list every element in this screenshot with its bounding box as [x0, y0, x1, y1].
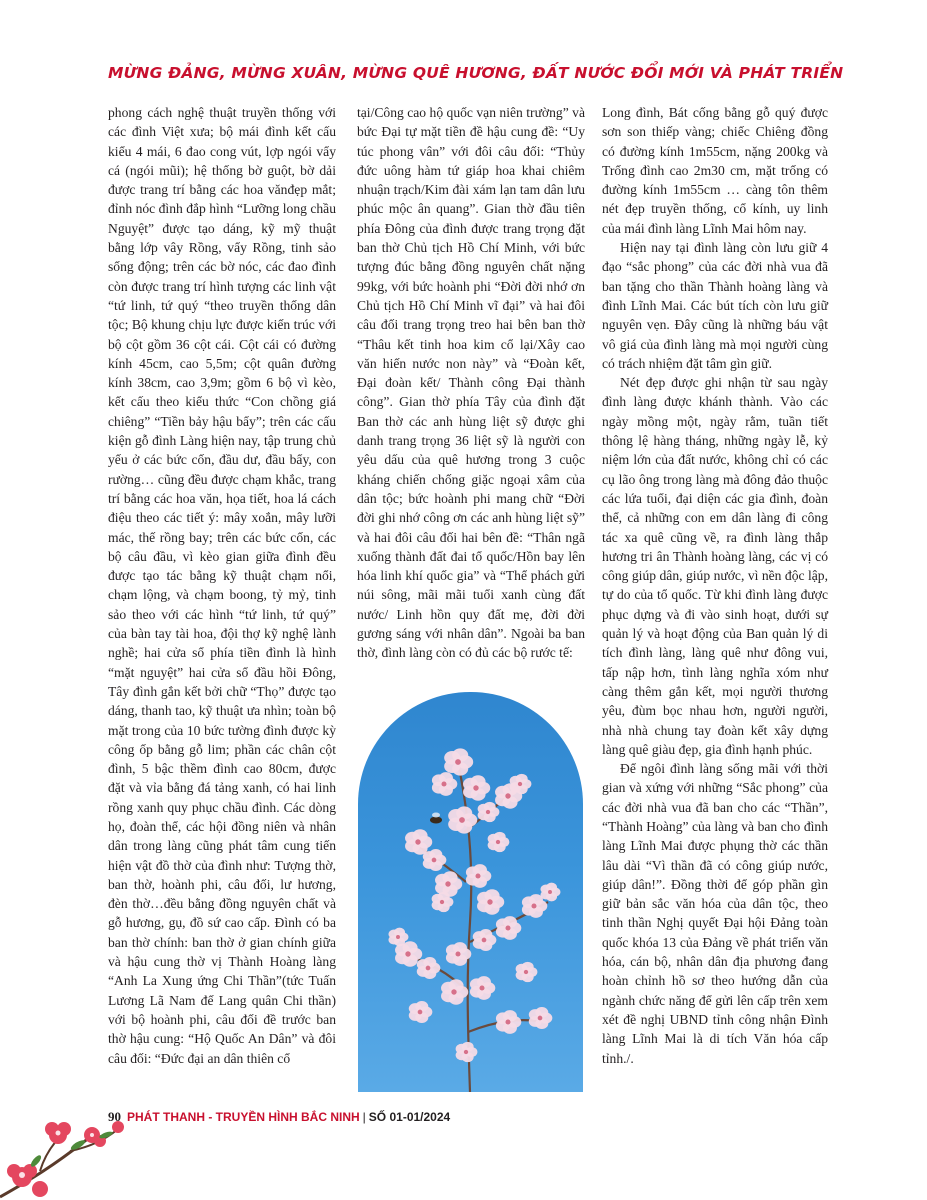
- paragraph: Long đình, Bát cống bằng gỗ quý được sơn son thiếp vàng; chiếc Chiêng đồng có đường kính 1m55cm, nặng 200kg và Trống đình cao 2m30 cm, mặt trống có đường kính 1m55cm … càng tôn thêm nét đẹp truyền thống, cổ kính, uy linh của mái đình làng Lĩnh Mai hôm nay.: [602, 105, 828, 236]
- issue-number: SỐ 01-01/2024: [368, 1110, 451, 1124]
- blossom-flower: [456, 1042, 478, 1062]
- paragraph: Để ngôi đình làng sống mãi với thời gian và xứng với những “Sắc phong” của các đời nhà vua đã ban cho các “Thần”, “Thành Hoàng” của làng và ban cho đình làng Lĩnh Mai được phụng thờ các thần lâu dài “Vì thần đã có công giúp nước, giúp dân!”. Đồng thời để góp phần gìn giữ bản sắc văn hóa của dân tộc, theo tinh thần Nghị quyết Đại hội Đảng toàn quốc khóa 13 của Đảng về phát triển văn hóa, cán bộ, nhân dân địa phương đang hoàn chỉnh hồ sơ theo hướng dẫn của ngành chức năng để gửi lên cấp trên xem xét đề nghị UBND tỉnh công nhận Đình làng Lĩnh Mai là di tích Văn hóa cấp tỉnh./.: [602, 761, 828, 1066]
- paragraph: Nét đẹp được ghi nhận từ sau ngày đình làng được khánh thành. Vào các ngày mồng một, ngày rằm, tuần tiết thông lệ hàng tháng, những ngày lễ, kỷ niệm lớn của đất nước, không chỉ có các cụ lão ông trong làng mà đông đảo thuộc các lứa tuổi, đại diện các gia đình, đoàn thể, cả những con em dân làng đi công tác xa quê cũng về, ra đình làng thắp hương tri ân Thành hoàng làng, các vị có công giúp dân, giúp nước, vì nền độc lập, tự do của tổ quốc. Từ khi đình làng được phục dựng và đi vào sinh hoạt, dưới sự quản lý và hoạt động của Ban quản lý di tích đình làng, làng quê như đông vui, tấp nập hơn, tình làng nghĩa xóm như càng thêm gắn kết, mọi người thương yêu, đùm bọc nhau hơn, người người, nhà nhà chung tay đoàn kết xây dựng làng quê giàu đẹp, gia đình hạnh phúc.: [602, 375, 828, 757]
- publication-name: PHÁT THANH - TRUYỀN HÌNH BẮC NINH: [127, 1110, 360, 1124]
- blossom-branch-illustration: [358, 692, 583, 1092]
- blossom-flower: [496, 1010, 521, 1034]
- blossom-flower: [516, 962, 538, 982]
- blossom-flower: [441, 979, 468, 1004]
- paragraph: Hiện nay tại đình làng còn lưu giữ 4 đạo “sắc phong” của các đời nhà vua đã ban tặng cho thần Thành hoàng làng và đình Lĩnh Mai. Các bút tích còn lưu giữ nguyên vẹn. Đây cũng là những báu vật vô giá của đình làng mà mọi người cùng có trách nhiệm đặt tâm gìn giữ.: [602, 240, 828, 371]
- blossom-flower: [477, 889, 504, 914]
- page-number: 90: [108, 1109, 121, 1124]
- cherry-blossom-photo: [358, 692, 583, 1092]
- blossom-flower: [529, 1007, 553, 1029]
- peach-blossom-corner-decoration: [0, 1085, 150, 1200]
- blossom-flower: [444, 748, 473, 775]
- paragraph: phong cách nghệ thuật truyền thống với các đình Việt xưa; bộ mái đình kết cấu kiểu 4 mái, 6 đao cong vút, lợp ngói vẩy cá (ngói mũi); hệ thống bờ guột, bờ dải được trang trí bằng các hoa vănđẹp mắt; đỉnh nóc đình đắp hình “Lưỡng long chầu Nguyệt” được tạo dáng, kỹ mỹ thuật bằng lớp vây Rồng, vẩy Rồng, tinh sảo sống động; trên các bờ nóc, các đao đình còn được trang trí hình tượng các linh vật “tứ linh, tứ quý “theo truyền thống dân tộc; Bộ khung chịu lực được kiến trúc với bộ cột gồm 36 cột cái. Cột cái có đường kính 45cm, cao 5,5m; cột quân đường kính 38cm, cao 3,9m; gồm 6 bộ vì kèo, kết cấu theo kiểu thức “Con chồng giá chiêng” “Tiền bảy hậu bẩy”; trên các cấu kiện gỗ đình Làng hiện nay, tập trung chủ yếu ở các bức cốn, đầu dư, đầu bẩy, con rường… cũng đều được chạm khắc, trang trí bằng các hoa văn, họa tiết, hoa lá cách điệu theo các tiết ý: mây xoắn, mây lưỡi mác, thế rồng bay; trên các bức cốn, các bộ câu đầu, vì kèo gian giữa đình đều được tạo tác bằng kỹ thuật chạm nổi, chạm lộng, và chạm boong, tỷ mỷ, tinh sảo theo với các hình “tứ linh, tứ quý” của bàn tay tài hoa, đội thợ kỹ nghệ lành nghề; hai cửa sổ phía tiền đình là hình “mặt nguyệt” hai cửa sổ đầu hồi Đông, Tây đình gắn kết bởi chữ “Thọ” được tạo dáng, thanh tao, kỹ thuật ưa nhìn; toàn bộ mặt trong của 10 bức tường đình được kỳ công ốp bằng gỗ lim; phần các chân cột đình, 5 bậc thềm đình cao 80cm, được đặt và vỉa bằng đá tảng xanh, có hai linh rồng xanh quy phục chầu đình. Các dòng họ, đoàn thể, các hội đồng niên và nhân dân trong làng cũng phát tâm cung tiến hiện vật đồ thờ của đình như: Tượng thờ, ban thờ, hoành phi, câu đối, lư hương, đèn thờ…đều bằng đồng nguyên chất và gỗ hương, gụ, đồ sứ cao cấp. Đình có ba ban thờ chính: ban thờ ở gian chính giữa và hậu cung thờ vị Thành Hoàng làng “Anh La Xung ứng Chi Thần”(tức Tuấn Lương Lã Nam đế Lang quân Chi thần) với bộ hoành phi, câu đối đề trước ban thờ hậu cung: “Hộ Quốc An Dân” và đôi câu đối: “Đức đại an dân thiên cổ: [108, 105, 336, 1066]
- blossom-flower: [466, 864, 491, 888]
- blossom-flower: [473, 929, 497, 951]
- blossom-flower: [417, 957, 441, 979]
- paragraph: tại/Công cao hộ quốc vạn niên trường” và bức Đại tự mặt tiền đề hậu cung đề: “Uy túc phong vân” với đôi câu đối: “Thủy đức uông hàm tứ giáp hoa khai chiêm nhuận trạch/Kim đài xám lạn tam dân lưu phúc mộc ân quang”. Gian thờ đầu tiên phía Đông của đình được trang trọng đặt ban thờ Chủ tịch Hồ Chí Minh, với bức tượng đúc bằng đồng nguyên chất nặng 99kg, với bức hoành phi “Đời đời nhớ ơn Chủ tịch Hồ Chí Minh vĩ đại” và hai đôi câu đối trang trọng treo hai bên ban thờ “Thâu kết tinh hoa kim cổ lại/Xây cao văn hiến nước non này” và “Đoàn kết, Đại đoàn kết/ Thành công Đại thành công”. Gian thờ phía Tây của đình đặt Ban thờ các anh hùng liệt sỹ được ghi danh trang trọng 36 liệt sỹ là người con yêu dấu của quê hương trong 3 cuộc kháng chiến chống giặc ngoại xâm của dân tộc; bức hoành phi mang chữ “Đời đời ghi nhớ công ơn các anh hùng liệt sỹ” và hai đôi câu đối hai bên đề: “Thân ngã xuống thành đất đai tổ quốc/Hồn bay lên hóa linh khí quốc gia” và “Thể phách gửi núi sông, mãi mãi tuổi xanh cùng đất nước/ Linh hồn quy đất mẹ, đời đời gương sáng với nhân dân”. Ngoài ba ban thờ, đình làng còn có đủ các bộ rước tế:: [357, 105, 585, 661]
- page-header-title: MỪNG ĐẢNG, MỪNG XUÂN, MỪNG QUÊ HƯƠNG, ĐẤT NƯỚC ĐỔI MỚI VÀ PHÁT TRIỂN: [108, 64, 844, 82]
- blossom-flower: [510, 774, 532, 794]
- bee: [430, 813, 442, 824]
- text-column-2: [357, 103, 585, 663]
- blossom-flower: [463, 775, 490, 800]
- blossom-flower: [405, 829, 432, 854]
- blossom-flower: [540, 883, 560, 902]
- blossom-flower: [432, 772, 457, 796]
- footer-separator: |: [362, 1110, 366, 1124]
- blossom-flower: [448, 806, 477, 833]
- corner-leaves: [29, 1130, 113, 1168]
- blossom-flower: [423, 849, 447, 871]
- blossom-flower: [488, 832, 510, 852]
- blossom-flower: [470, 976, 495, 1000]
- text-column-3: [602, 103, 828, 1068]
- blossom-flower: [409, 1001, 433, 1023]
- page-footer: [108, 1108, 450, 1126]
- text-column-1: [108, 103, 336, 1068]
